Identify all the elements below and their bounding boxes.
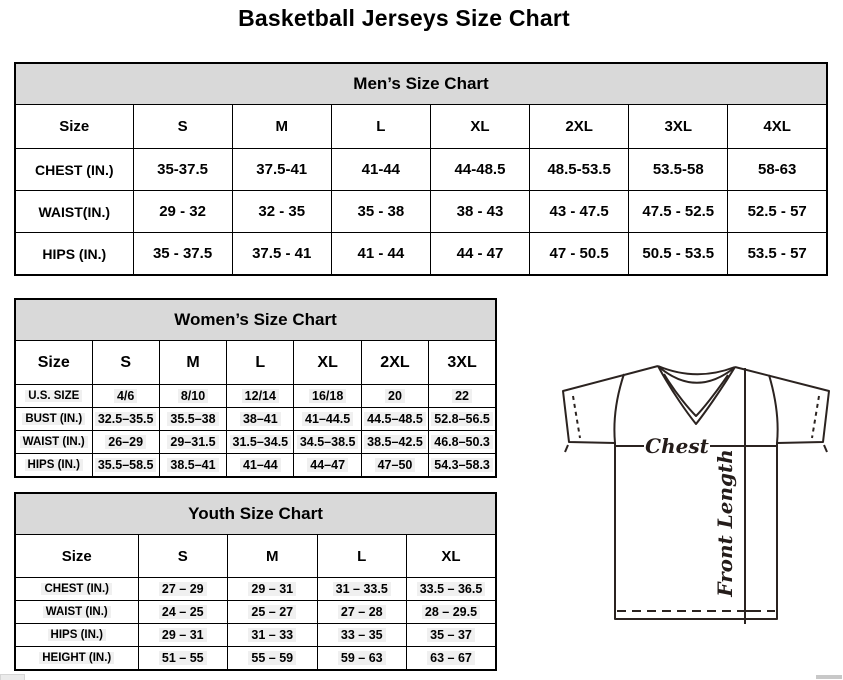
table-cell bbox=[530, 149, 629, 191]
cell-value: 44-48.5 bbox=[454, 161, 506, 178]
table-cell bbox=[228, 601, 318, 624]
row-label bbox=[15, 601, 138, 624]
cell-value: 46.8–50.3 bbox=[431, 435, 493, 449]
table-cell bbox=[92, 454, 159, 478]
cell-value: 44–47 bbox=[307, 458, 348, 472]
cell-value: 38–41 bbox=[240, 412, 281, 426]
cell-value: 4/6 bbox=[114, 389, 137, 403]
row-label bbox=[15, 647, 138, 671]
table-cell bbox=[159, 431, 226, 454]
column-header: 2XL bbox=[530, 105, 629, 149]
table-cell bbox=[429, 385, 496, 408]
column-header: XL bbox=[407, 535, 497, 578]
table-row bbox=[15, 624, 496, 647]
cell-value: 31.5–34.5 bbox=[230, 435, 292, 449]
table-cell bbox=[138, 601, 228, 624]
left-armhole-seam bbox=[614, 374, 624, 443]
column-header: M bbox=[228, 535, 318, 578]
cell-value: 28 – 29.5 bbox=[422, 605, 480, 619]
jersey-outline bbox=[563, 366, 829, 619]
row-label bbox=[15, 578, 138, 601]
cell-value: 32.5–35.5 bbox=[95, 412, 157, 426]
column-header: S bbox=[92, 341, 159, 385]
row-label-text: CHEST (IN.) bbox=[41, 583, 112, 595]
collar-back-arc bbox=[658, 366, 735, 374]
cell-value: 33 – 35 bbox=[338, 628, 386, 642]
table-cell bbox=[232, 149, 331, 191]
row-label-text: CHEST (IN.) bbox=[34, 161, 114, 178]
table-cell bbox=[530, 233, 629, 276]
womens-size-table bbox=[14, 298, 497, 478]
cell-value: 29 – 31 bbox=[159, 628, 207, 642]
chest-label: Chest bbox=[645, 434, 709, 458]
right-cuff-tick bbox=[824, 445, 827, 452]
cell-value: 52.5 - 57 bbox=[747, 203, 807, 220]
column-header: S bbox=[138, 535, 228, 578]
table-cell bbox=[138, 578, 228, 601]
column-header: L bbox=[227, 341, 294, 385]
table-row bbox=[15, 149, 827, 191]
cell-value: 32 - 35 bbox=[258, 203, 306, 220]
table-title-row bbox=[15, 299, 496, 341]
table-title-row bbox=[15, 63, 827, 105]
table-title: Women’s Size Chart bbox=[15, 299, 496, 341]
column-header: 2XL bbox=[361, 341, 428, 385]
column-header: XL bbox=[294, 341, 361, 385]
table-cell bbox=[133, 149, 232, 191]
mens-size-table bbox=[14, 62, 828, 276]
table-cell bbox=[361, 454, 428, 478]
column-header: Size bbox=[15, 535, 138, 578]
table-row bbox=[15, 431, 496, 454]
cell-value: 51 – 55 bbox=[159, 651, 207, 665]
cell-value: 41–44.5 bbox=[302, 412, 353, 426]
table-cell bbox=[629, 191, 728, 233]
column-header: M bbox=[159, 341, 226, 385]
column-header: Size bbox=[15, 105, 133, 149]
table-row bbox=[15, 385, 496, 408]
cell-value: 50.5 - 53.5 bbox=[642, 245, 715, 262]
cell-value: 31 – 33.5 bbox=[333, 582, 391, 596]
page-title: Basketball Jerseys Size Chart bbox=[238, 5, 570, 31]
cell-value: 29 - 32 bbox=[159, 203, 206, 220]
row-label-text: WAIST (IN.) bbox=[43, 606, 111, 618]
cell-value: 35.5–58.5 bbox=[95, 458, 157, 472]
cell-value: 33.5 – 36.5 bbox=[417, 582, 486, 596]
cell-value: 41–44 bbox=[240, 458, 281, 472]
jersey-diagram-svg bbox=[560, 358, 840, 670]
table-row bbox=[15, 233, 827, 276]
vneck-inner bbox=[664, 374, 728, 416]
table-cell bbox=[133, 191, 232, 233]
cell-value: 47–50 bbox=[375, 458, 416, 472]
table-cell bbox=[407, 601, 497, 624]
cell-value: 37.5 - 41 bbox=[252, 245, 312, 262]
scrollbar-fragment-right[interactable] bbox=[816, 675, 842, 679]
row-label-text: HIPS (IN.) bbox=[48, 629, 106, 641]
cell-value: 54.3–58.3 bbox=[431, 458, 493, 472]
cell-value: 41 - 44 bbox=[357, 245, 405, 262]
row-label bbox=[15, 149, 133, 191]
table-row bbox=[15, 408, 496, 431]
cell-value: 31 – 33 bbox=[248, 628, 296, 642]
row-label bbox=[15, 431, 92, 454]
column-header: Size bbox=[15, 341, 92, 385]
cell-value: 29 – 31 bbox=[248, 582, 296, 596]
cell-value: 24 – 25 bbox=[159, 605, 207, 619]
cell-value: 43 - 47.5 bbox=[549, 203, 609, 220]
cell-value: 47.5 - 52.5 bbox=[642, 203, 715, 220]
front-length-label: Front Length bbox=[713, 449, 737, 597]
table-cell bbox=[294, 408, 361, 431]
table-cell bbox=[294, 385, 361, 408]
table-cell bbox=[294, 431, 361, 454]
row-label-text: WAIST (IN.) bbox=[20, 436, 88, 448]
cell-value: 38 - 43 bbox=[456, 203, 504, 220]
right-cuff-dashed-line bbox=[812, 396, 819, 438]
cell-value: 41-44 bbox=[361, 161, 401, 178]
column-header: L bbox=[317, 535, 407, 578]
table-cell bbox=[294, 454, 361, 478]
cell-value: 29–31.5 bbox=[167, 435, 218, 449]
table-cell bbox=[227, 408, 294, 431]
cell-value: 58-63 bbox=[757, 161, 797, 178]
left-cuff-dashed-line bbox=[573, 396, 580, 438]
cell-value: 20 bbox=[385, 389, 405, 403]
table-cell bbox=[92, 431, 159, 454]
table-title: Men’s Size Chart bbox=[15, 63, 827, 105]
cell-value: 35 – 37 bbox=[427, 628, 475, 642]
row-label bbox=[15, 385, 92, 408]
row-label bbox=[15, 454, 92, 478]
table-cell bbox=[361, 431, 428, 454]
row-label-text: U.S. SIZE bbox=[25, 390, 82, 402]
table-cell bbox=[232, 233, 331, 276]
cell-value: 38.5–41 bbox=[167, 458, 218, 472]
row-label bbox=[15, 233, 133, 276]
table-cell bbox=[92, 408, 159, 431]
table-cell bbox=[317, 647, 407, 671]
table-cell bbox=[92, 385, 159, 408]
table-cell bbox=[429, 454, 496, 478]
table-cell bbox=[159, 454, 226, 478]
left-cuff-tick bbox=[565, 445, 568, 452]
table-cell bbox=[407, 578, 497, 601]
table-title: Youth Size Chart bbox=[15, 493, 496, 535]
table-cell bbox=[228, 647, 318, 671]
jersey-measurement-diagram bbox=[560, 358, 840, 670]
cell-value: 35 - 37.5 bbox=[152, 245, 213, 262]
table-cell bbox=[331, 233, 430, 276]
table-title-row bbox=[15, 493, 496, 535]
table-cell bbox=[317, 624, 407, 647]
row-label bbox=[15, 624, 138, 647]
table-cell bbox=[232, 191, 331, 233]
table-cell bbox=[361, 385, 428, 408]
table-cell bbox=[227, 454, 294, 478]
column-header: XL bbox=[430, 105, 529, 149]
table-cell bbox=[228, 624, 318, 647]
table-row bbox=[15, 601, 496, 624]
youth-size-table bbox=[14, 492, 497, 671]
table-cell bbox=[429, 431, 496, 454]
cell-value: 38.5–42.5 bbox=[364, 435, 426, 449]
cell-value: 53.5-58 bbox=[652, 161, 704, 178]
table-cell bbox=[317, 601, 407, 624]
right-armhole-seam bbox=[769, 375, 778, 443]
cell-value: 47 - 50.5 bbox=[549, 245, 609, 262]
table-cell bbox=[407, 624, 497, 647]
cell-value: 48.5-53.5 bbox=[547, 161, 611, 178]
table-row bbox=[15, 191, 827, 233]
row-label-text: HIPS (IN.) bbox=[42, 245, 107, 262]
cell-value: 53.5 - 57 bbox=[747, 245, 807, 262]
row-label-text: HIPS (IN.) bbox=[25, 459, 83, 471]
table-cell bbox=[227, 385, 294, 408]
table-cell bbox=[629, 149, 728, 191]
cell-value: 37.5-41 bbox=[256, 161, 308, 178]
cell-value: 27 – 29 bbox=[159, 582, 207, 596]
cell-value: 12/14 bbox=[242, 389, 279, 403]
table-cell bbox=[361, 408, 428, 431]
table-cell bbox=[133, 233, 232, 276]
table-cell bbox=[138, 647, 228, 671]
cell-value: 16/18 bbox=[309, 389, 346, 403]
column-header-row bbox=[15, 341, 496, 385]
column-header: 3XL bbox=[629, 105, 728, 149]
cell-value: 52.8–56.5 bbox=[431, 412, 493, 426]
table-row bbox=[15, 454, 496, 478]
column-header: 3XL bbox=[429, 341, 496, 385]
scrollbar-fragment-left[interactable] bbox=[0, 674, 25, 680]
table-cell bbox=[728, 149, 827, 191]
cell-value: 26–29 bbox=[105, 435, 146, 449]
table-cell bbox=[331, 149, 430, 191]
table-cell bbox=[429, 408, 496, 431]
row-label-text: BUST (IN.) bbox=[22, 413, 85, 425]
table-cell bbox=[728, 233, 827, 276]
column-header: M bbox=[232, 105, 331, 149]
table-cell bbox=[159, 408, 226, 431]
cell-value: 27 – 28 bbox=[338, 605, 386, 619]
table-cell bbox=[227, 431, 294, 454]
table-cell bbox=[331, 191, 430, 233]
table-cell bbox=[430, 149, 529, 191]
row-label-text: WAIST(IN.) bbox=[38, 203, 111, 220]
table-row bbox=[15, 578, 496, 601]
table-cell bbox=[430, 191, 529, 233]
cell-value: 55 – 59 bbox=[248, 651, 296, 665]
table-cell bbox=[430, 233, 529, 276]
cell-value: 25 – 27 bbox=[248, 605, 296, 619]
table-cell bbox=[228, 578, 318, 601]
table-cell bbox=[407, 647, 497, 671]
table-cell bbox=[629, 233, 728, 276]
table-cell bbox=[317, 578, 407, 601]
table-cell bbox=[138, 624, 228, 647]
cell-value: 35.5–38 bbox=[167, 412, 218, 426]
column-header-row bbox=[15, 535, 496, 578]
cell-value: 35-37.5 bbox=[157, 161, 208, 178]
cell-value: 8/10 bbox=[178, 389, 208, 403]
table-row bbox=[15, 647, 496, 671]
cell-value: 63 – 67 bbox=[427, 651, 475, 665]
column-header: S bbox=[133, 105, 232, 149]
table-cell bbox=[728, 191, 827, 233]
cell-value: 44 - 47 bbox=[456, 245, 504, 262]
table-cell bbox=[530, 191, 629, 233]
column-header: L bbox=[331, 105, 430, 149]
cell-value: 35 - 38 bbox=[357, 203, 405, 220]
column-header: 4XL bbox=[728, 105, 827, 149]
cell-value: 34.5–38.5 bbox=[297, 435, 359, 449]
table-cell bbox=[159, 385, 226, 408]
column-header-row bbox=[15, 105, 827, 149]
row-label-text: HEIGHT (IN.) bbox=[39, 652, 114, 664]
cell-value: 44.5–48.5 bbox=[364, 412, 426, 426]
cell-value: 59 – 63 bbox=[338, 651, 386, 665]
cell-value: 22 bbox=[452, 389, 472, 403]
row-label bbox=[15, 408, 92, 431]
row-label bbox=[15, 191, 133, 233]
